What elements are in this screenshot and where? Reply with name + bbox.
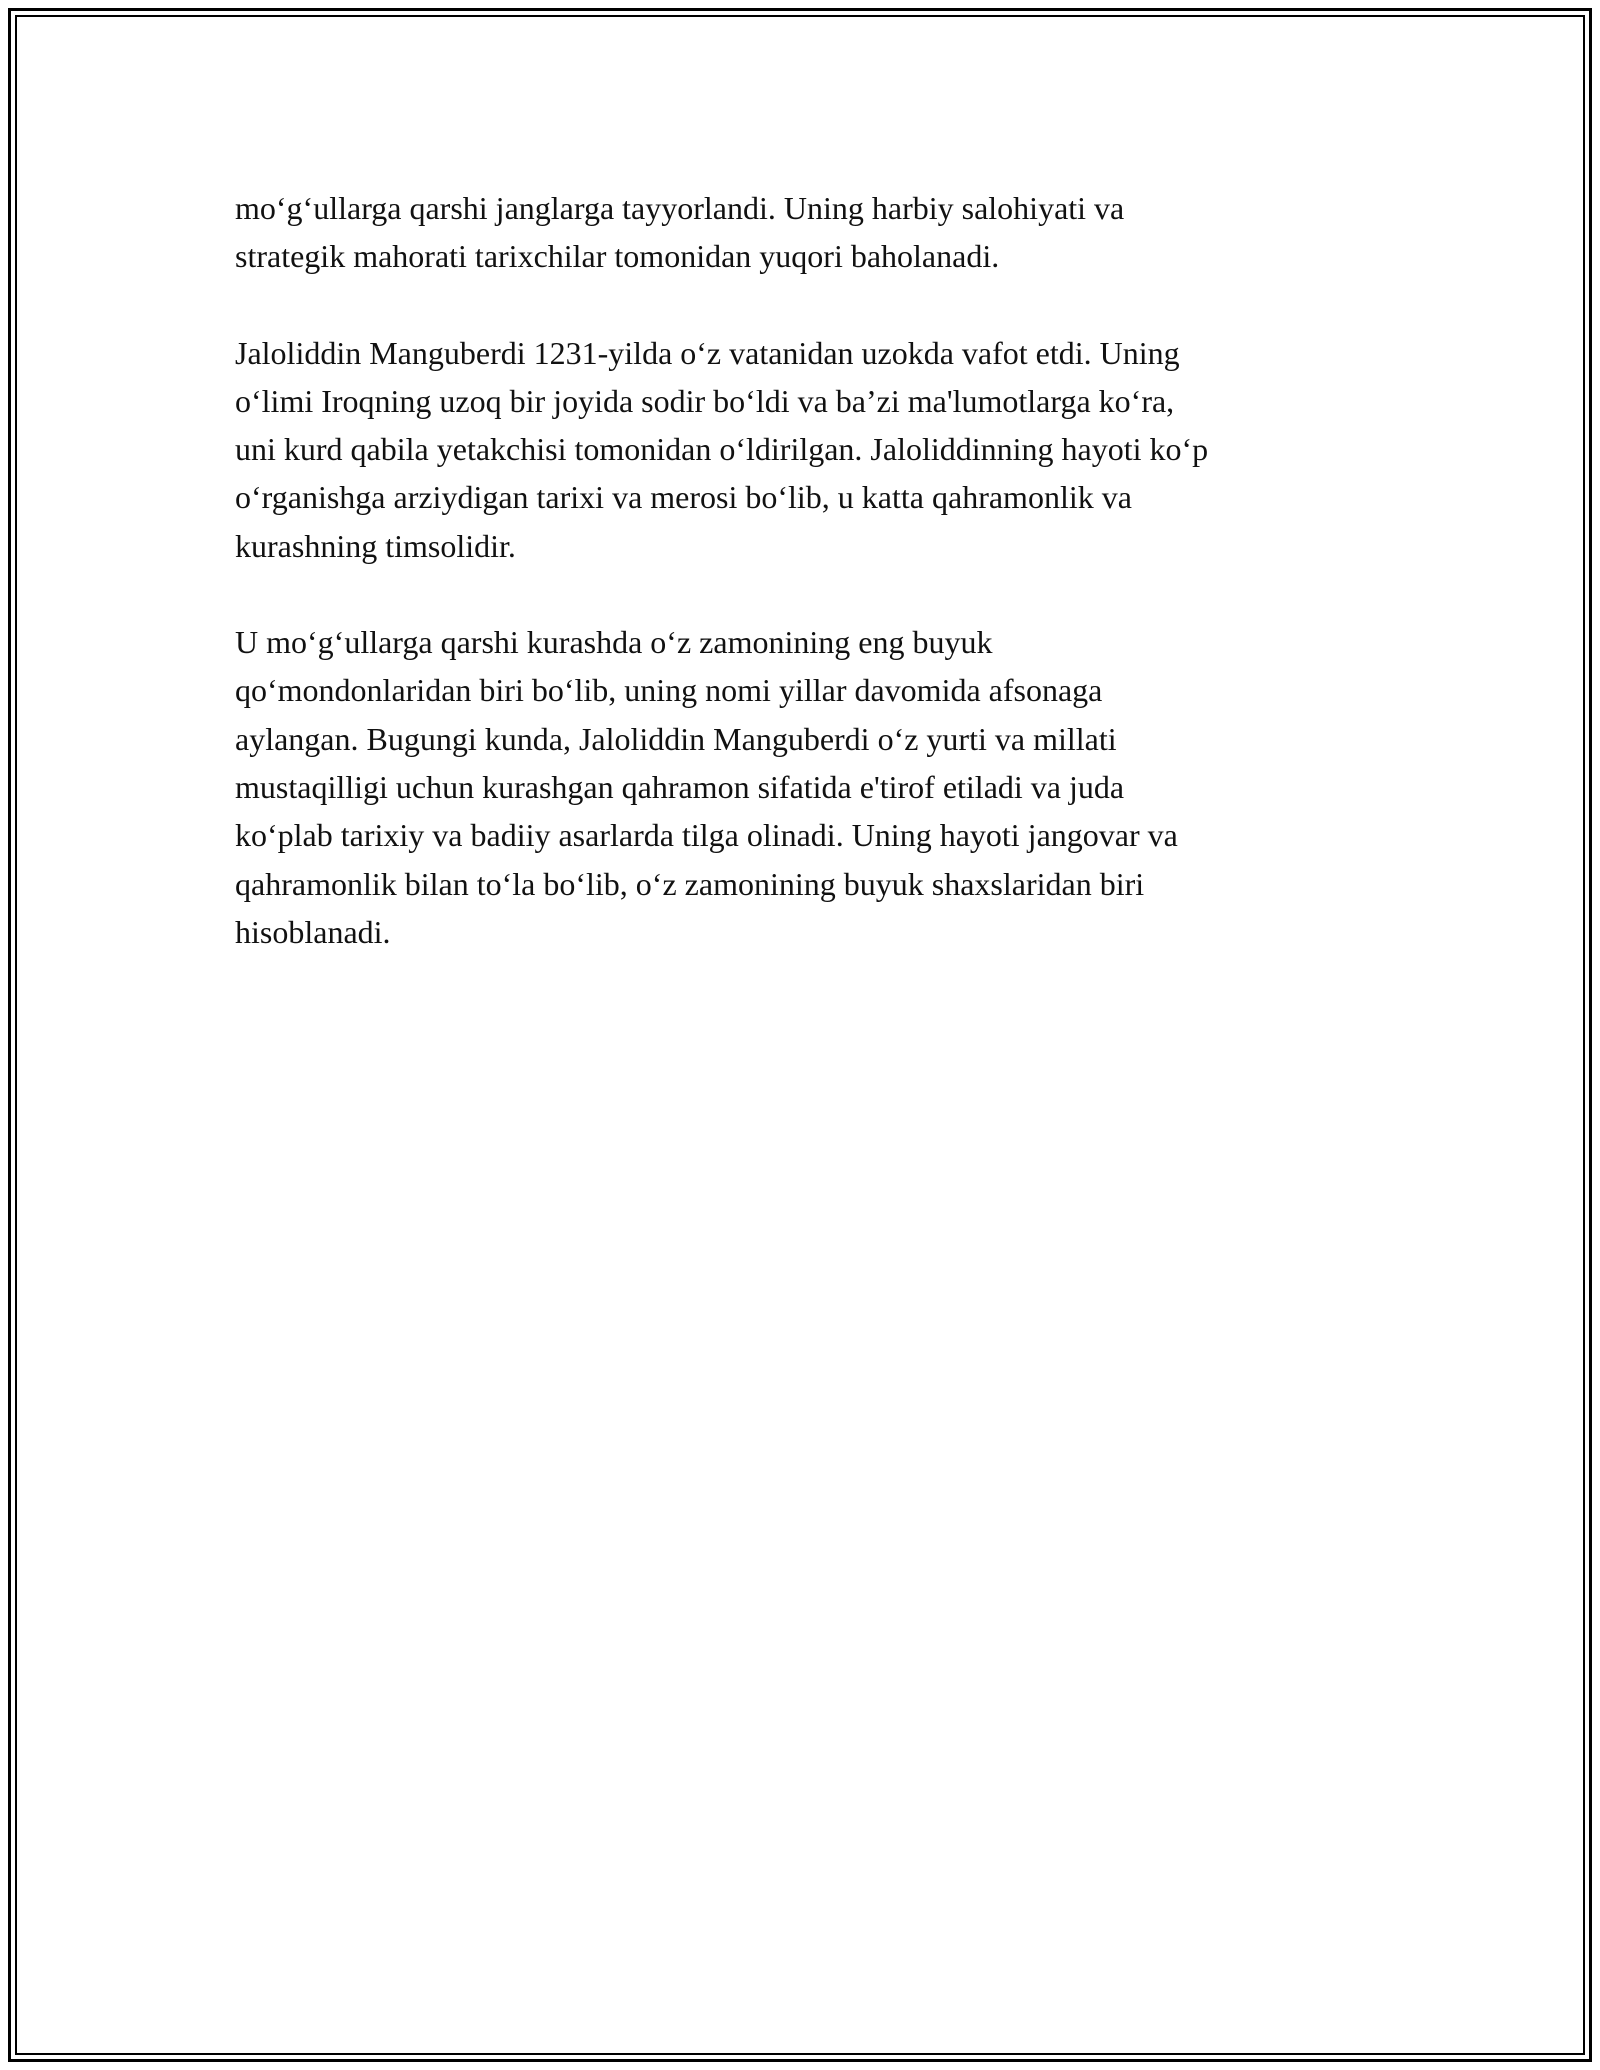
paragraph-1 [235,184,1365,281]
text-line: uni kurd qabila yetakchisi tomonidan o‘ldirilgan. Jaloliddinning hayoti ko‘p [235,431,1209,468]
text-line: ko‘plab tarixiy va badiiy asarlarda tilga olinadi. Uning hayoti jangovar va [235,817,1178,854]
text-line: hisoblanadi. [235,913,391,950]
text-line: o‘rganishga arziydigan tarixi va merosi bo‘lib, u katta qahramonlik va [235,479,1132,516]
text-line: qahramonlik bilan to‘la bo‘lib, o‘z zamonining buyuk shaxslaridan biri [235,865,1145,902]
text-line: aylangan. Bugungi kunda, Jaloliddin Manguberdi o‘z yurti va millati [235,720,1117,757]
text-line: Jaloliddin Manguberdi 1231-yilda o‘z vatanidan uzokda vafot etdi. Uning [235,334,1180,371]
text-line: mo‘g‘ullarga qarshi janglarga tayyorlandi. Uning harbiy salohiyati va [235,190,1125,226]
document-body [235,184,1365,1004]
text-line: o‘limi Iroqning uzoq bir joyida sodir bo‘ldi va ba’zi ma'lumotlarga ko‘ra, [235,382,1175,419]
paragraph-3 [235,618,1365,956]
paragraph-2 [235,329,1365,570]
text-line: U mo‘g‘ullarga qarshi kurashda o‘z zamonining eng buyuk [235,624,993,661]
text-line: strategik mahorati tarixchilar tomonidan yuqori baholanadi. [235,238,1000,275]
text-line: kurashning timsolidir. [235,527,516,564]
text-line: mustaqilligi uchun kurashgan qahramon sifatida e'tirof etiladi va juda [235,768,1125,805]
text-line: qo‘mondonlaridan biri bo‘lib, uning nomi yillar davomida afsonaga [235,672,1103,709]
